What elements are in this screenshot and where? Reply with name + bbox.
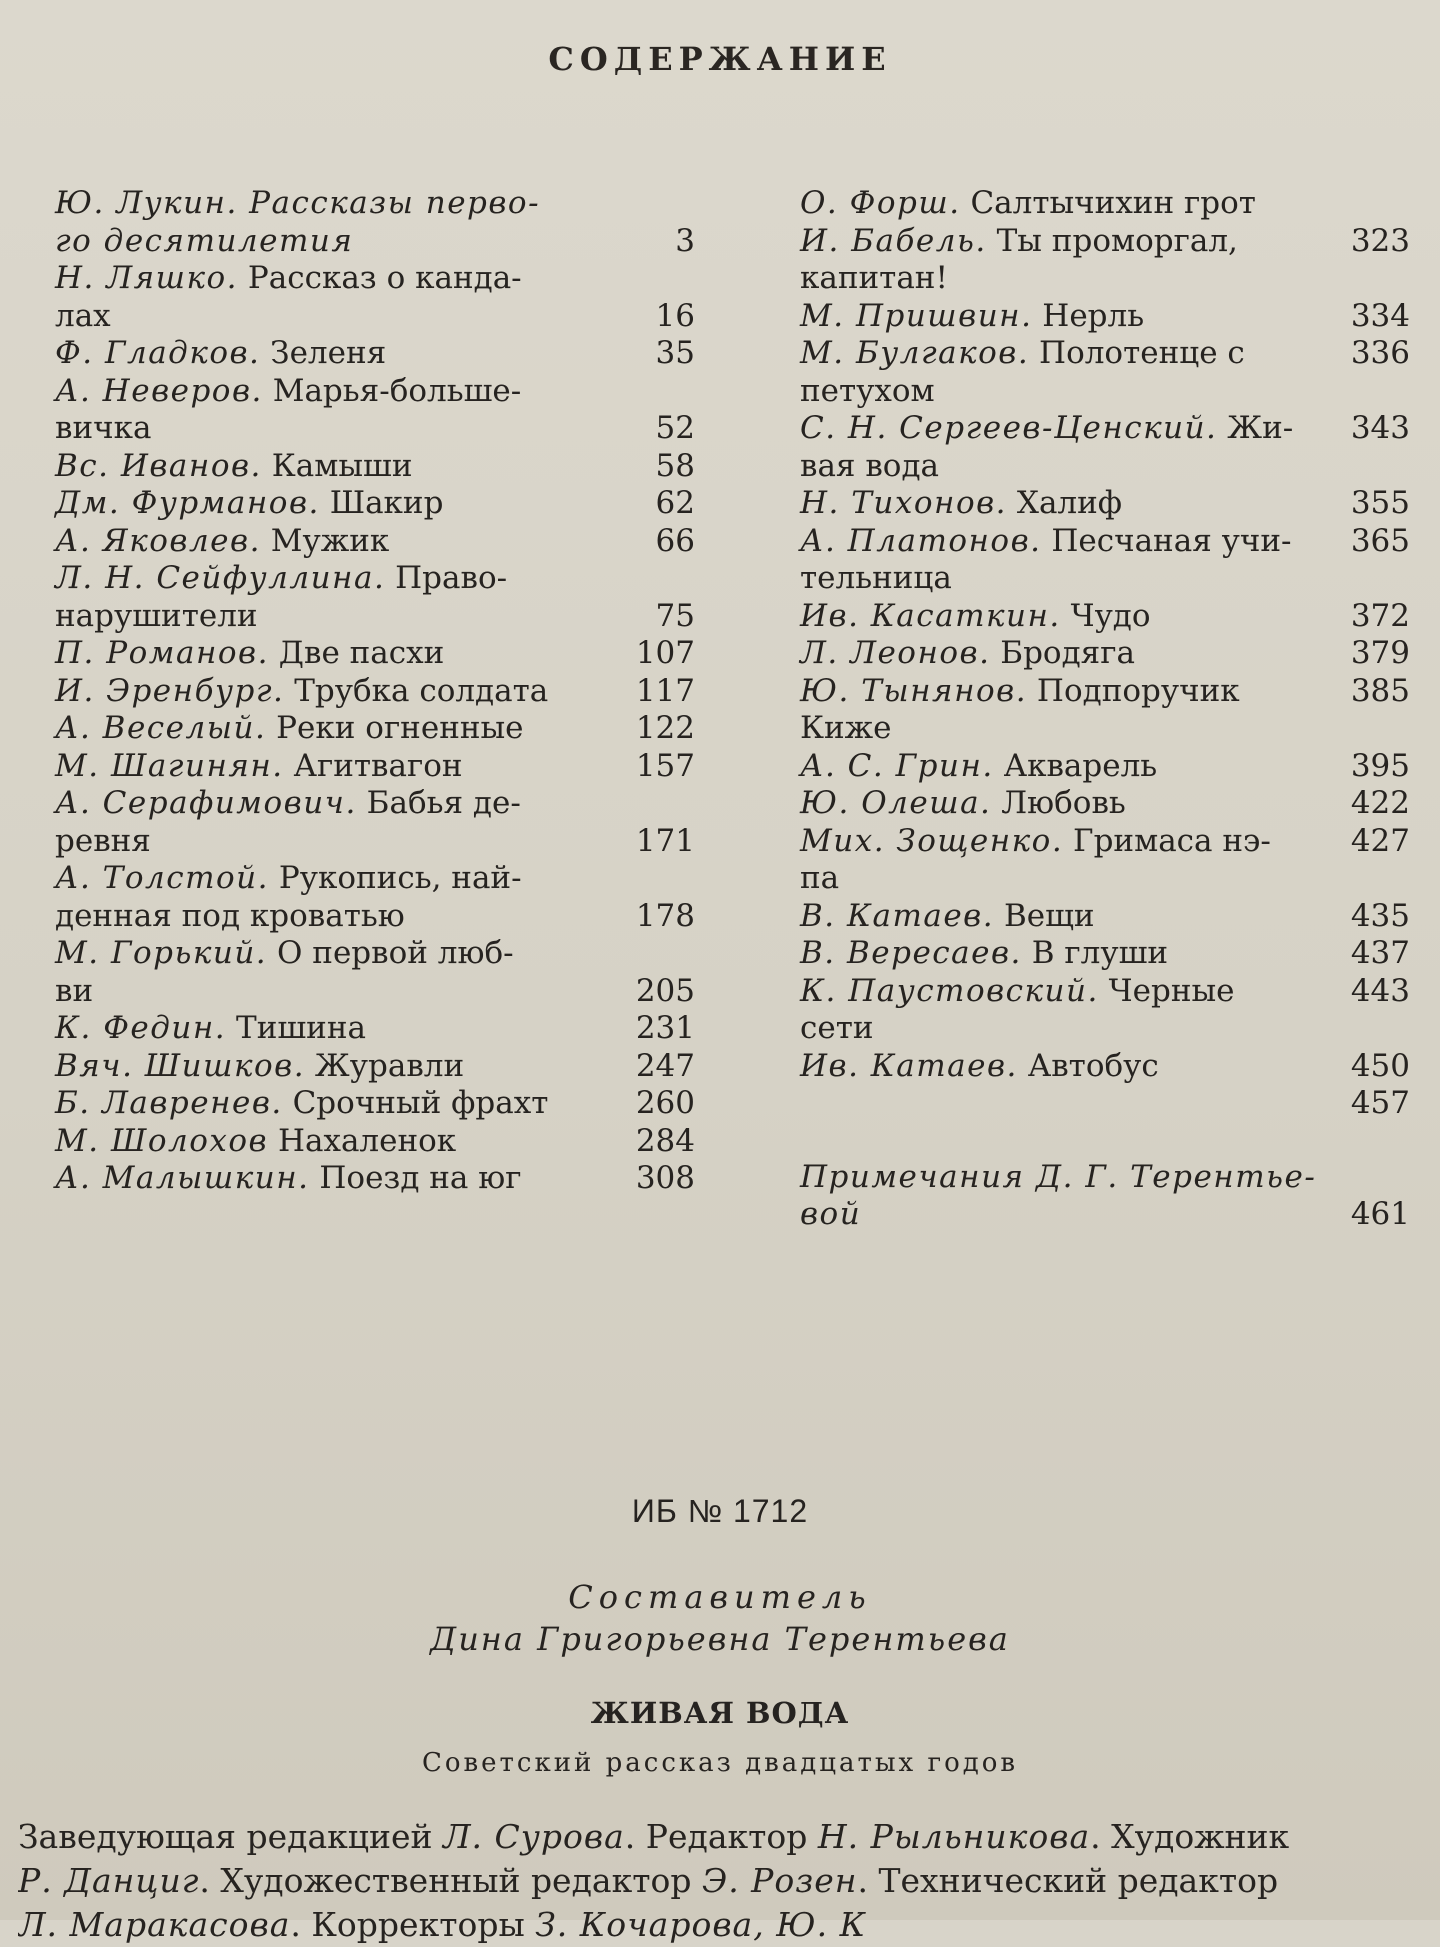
toc-title: го десятилетия [55, 222, 354, 259]
credit-role: . Редактор [624, 1817, 818, 1856]
toc-entry [55, 673, 695, 711]
toc-title: ревня [55, 822, 151, 859]
toc-title: Срочный фрахт [282, 1085, 549, 1121]
book-subtitle: Советский рассказ двадцатых годов [421, 1748, 1019, 1778]
toc-entry-text [800, 935, 1320, 973]
toc-title: Трубка солдата [284, 672, 549, 709]
toc-title: О первой люб- [267, 935, 514, 971]
toc-page-number: 435 [1350, 897, 1410, 934]
toc-entry [800, 935, 1410, 973]
toc-entry [55, 335, 695, 373]
toc-entry-text [55, 748, 585, 786]
toc-author: А. Платонов. [800, 522, 1042, 559]
credit-role: . Корректоры [290, 1905, 536, 1944]
toc-title: Журавли [305, 1047, 465, 1084]
toc-left-column [55, 185, 695, 1198]
toc-title: петухом [800, 372, 935, 409]
credit-role: . Художник [1090, 1817, 1290, 1856]
toc-author: Ив. Касаткин. [800, 597, 1061, 634]
toc-page-number: 157 [635, 747, 695, 784]
credits-line [18, 1903, 1438, 1947]
toc-entry [800, 1048, 1410, 1086]
toc-entry-text [55, 1123, 585, 1161]
toc-entry [55, 223, 695, 261]
toc-entry [800, 410, 1410, 448]
toc-title: капитан! [800, 260, 948, 296]
toc-page-number: 231 [635, 1010, 695, 1046]
toc-author: В. Катаев. [800, 897, 995, 934]
toc-author: И. Бабель. [800, 222, 987, 259]
toc-title: Рассказы перво- [237, 185, 541, 221]
toc-title: Любовь [991, 785, 1126, 821]
toc-author: А. Толстой. [55, 860, 270, 896]
toc-entry [800, 523, 1410, 561]
toc-author: М. Шагинян. [55, 747, 284, 784]
toc-page-number: 284 [635, 1122, 695, 1159]
toc-entry [800, 335, 1410, 373]
toc-author: А. Неверов. [55, 372, 263, 409]
toc-title: Ты проморгал, [986, 222, 1238, 259]
toc-entry-text [800, 635, 1320, 673]
toc-entry-text [800, 1048, 1320, 1086]
toc-entry-text [800, 298, 1320, 336]
toc-entry-text [55, 298, 585, 336]
toc-entry-text [800, 523, 1320, 561]
toc-entry-text [55, 860, 585, 898]
toc-title: Рукопись, най- [269, 860, 522, 896]
toc-entry [800, 260, 1410, 298]
toc-page-number: 52 [655, 410, 695, 446]
toc-entry [800, 635, 1410, 673]
toc-entry-text [55, 635, 585, 673]
toc-entry-text [800, 410, 1320, 448]
toc-entry [800, 860, 1410, 898]
toc-author: Ив. Катаев. [800, 1047, 1018, 1084]
toc-entry [800, 298, 1410, 336]
toc-entry-text [800, 673, 1320, 711]
toc-title: вой [800, 1196, 862, 1232]
toc-entry-text [55, 260, 585, 298]
toc-title: Нерль [1032, 297, 1145, 334]
toc-title: Рассказ о канда- [238, 260, 522, 296]
toc-entry [800, 223, 1410, 261]
toc-title: вичка [55, 410, 152, 446]
toc-author: М. Шолохов [55, 1122, 269, 1159]
toc-entry [55, 935, 695, 973]
toc-page-number: 343 [1350, 410, 1410, 446]
toc-page-number: 107 [635, 635, 695, 671]
toc-entry [55, 1048, 695, 1086]
toc-entry [55, 898, 695, 936]
toc-author: Ю. Олеша. [800, 785, 992, 821]
toc-page-number: 379 [1350, 635, 1410, 671]
toc-author: Б. Лавренев. [55, 1085, 283, 1121]
credit-role: . Технический редактор [857, 1861, 1279, 1900]
toc-entry-text [55, 935, 585, 973]
credit-person: Н. Рыльникова [817, 1817, 1091, 1856]
toc-entry-text [55, 710, 585, 748]
credit-role: . Художественный редактор [199, 1861, 702, 1900]
toc-author: А. Малышкин. [55, 1160, 310, 1196]
toc-title: Гримаса нэ- [1063, 822, 1271, 859]
toc-title: Салтычихин грот [960, 185, 1256, 221]
toc-entry-text [55, 335, 585, 373]
toc-page-number: 35 [655, 335, 695, 371]
toc-page-number: 334 [1350, 297, 1410, 334]
toc-author: Вс. Иванов. [55, 447, 262, 484]
toc-entry-text [800, 710, 1320, 748]
toc-entry [55, 748, 695, 786]
toc-page-number: 3 [675, 222, 695, 259]
toc-title: В глуши [1021, 935, 1169, 971]
toc-author: Вяч. Шишков. [55, 1047, 306, 1084]
toc-page-number: 385 [1350, 672, 1410, 709]
toc-entry [800, 598, 1410, 636]
toc-entry [55, 1123, 695, 1161]
toc-title: Бабья де- [356, 785, 521, 821]
toc-entry [800, 373, 1410, 411]
toc-author: Примечания [800, 1158, 1025, 1195]
toc-entry-text [800, 485, 1320, 523]
toc-entry [55, 823, 695, 861]
toc-entry [800, 898, 1410, 936]
toc-author: К. Паустовский. [800, 972, 1099, 1009]
toc-page-number: 205 [635, 972, 695, 1009]
toc-entry [55, 523, 695, 561]
toc-entry-text [800, 1010, 1320, 1048]
toc-title: па [800, 860, 840, 896]
toc-author: Дм. Фурманов. [55, 485, 320, 521]
toc-entry-text [55, 185, 585, 223]
toc-entry-text [55, 1085, 585, 1123]
toc-page-number: 427 [1350, 822, 1410, 859]
toc-page-number: 247 [635, 1047, 695, 1084]
toc-entry [800, 710, 1410, 748]
toc-entry [800, 185, 1410, 223]
toc-entry [55, 185, 695, 223]
credit-person: З. Кочарова, Ю. К [535, 1905, 867, 1944]
toc-author: М. Горький. [55, 935, 268, 971]
toc-entry-text [800, 898, 1320, 936]
toc-page-number: 122 [635, 710, 695, 746]
toc-author: А. Веселый. [55, 710, 267, 746]
toc-author: А. Яковлев. [55, 522, 261, 559]
toc-page-number: 336 [1350, 335, 1410, 371]
toc-title: Реки огненные [266, 710, 524, 746]
toc-author: Л. Н. Сейфуллина. [55, 560, 386, 596]
toc-entry [55, 373, 695, 411]
toc-title: Чудо [1060, 597, 1151, 634]
toc-title: Нахаленок [268, 1122, 457, 1159]
toc-title: Черные [1098, 972, 1235, 1009]
toc-page-number: 443 [1350, 972, 1410, 1009]
toc-entry-text [55, 973, 585, 1011]
toc-entry-text [55, 823, 585, 861]
toc-title: Бродяга [990, 635, 1135, 671]
toc-entry-text [800, 973, 1320, 1011]
toc-author: П. Романов. [55, 635, 269, 671]
credits-line [18, 1859, 1438, 1903]
toc-title: Песчаная учи- [1041, 522, 1292, 559]
toc-page-number: 66 [655, 522, 695, 559]
toc-title: Две пасхи [268, 635, 445, 671]
toc-title: Право- [385, 560, 508, 596]
toc-entry-text [55, 523, 585, 561]
toc-title: сети [800, 1010, 874, 1046]
toc-entry-text [55, 598, 585, 636]
toc-gap [800, 1123, 1410, 1159]
toc-entry [55, 860, 695, 898]
toc-entry [800, 1010, 1410, 1048]
toc-entry [800, 1085, 1410, 1123]
toc-page-number: 461 [1350, 1196, 1410, 1232]
toc-entry [55, 560, 695, 598]
toc-page-number: 355 [1350, 485, 1410, 521]
toc-page-number: 62 [655, 485, 695, 521]
toc-entry [55, 635, 695, 673]
toc-page-number: 395 [1350, 747, 1410, 784]
toc-page-number: 422 [1350, 785, 1410, 821]
toc-entry-text [55, 1160, 585, 1198]
book-title: ЖИВАЯ ВОДА [590, 1696, 850, 1730]
toc-entry-text [800, 223, 1320, 261]
credit-role: Заведующая редакцией [18, 1817, 443, 1856]
toc-entry [55, 1160, 695, 1198]
imprint-credits [18, 1815, 1438, 1947]
toc-entry-text [55, 223, 585, 261]
toc-entry [800, 785, 1410, 823]
toc-title: Автобус [1017, 1047, 1159, 1084]
toc-entry-text [800, 1159, 1320, 1197]
toc-page-number: 372 [1350, 597, 1410, 634]
toc-author: Ю. Лукин. [55, 185, 238, 221]
toc-author: И. Эренбург. [55, 672, 285, 709]
toc-entry [55, 1010, 695, 1048]
toc-author: А. Серафимович. [55, 785, 357, 821]
toc-title: Жи- [1217, 410, 1294, 446]
toc-title: ви [55, 972, 94, 1009]
toc-author: В. Вересаев. [800, 935, 1022, 971]
toc-entry-text [55, 673, 585, 711]
toc-title: Поезд на юг [309, 1160, 522, 1196]
toc-entry-text [55, 560, 585, 598]
toc-entry [800, 748, 1410, 786]
toc-entry-text [800, 335, 1320, 373]
toc-entry [55, 485, 695, 523]
toc-author: Л. Леонов. [800, 635, 991, 671]
toc-entry-text [800, 748, 1320, 786]
toc-entry [55, 785, 695, 823]
toc-entry [800, 823, 1410, 861]
toc-page-number: 58 [655, 447, 695, 484]
toc-page-number: 16 [655, 297, 695, 334]
toc-title: тельница [800, 560, 952, 596]
toc-entry-text [800, 823, 1320, 861]
credit-person: Э. Розен [701, 1861, 858, 1900]
toc-entry-text [55, 898, 585, 936]
toc-title: Халиф [1007, 485, 1123, 521]
toc-title: Зеленя [260, 335, 387, 371]
toc-author: Мих. Зощенко. [800, 822, 1064, 859]
credit-person: Л. Сурова [442, 1817, 625, 1856]
toc-title: Полотенце с [1029, 335, 1245, 371]
toc-entry [800, 973, 1410, 1011]
toc-entry [55, 260, 695, 298]
toc-page-number: 178 [635, 897, 695, 934]
toc-entry-text [55, 1010, 585, 1048]
toc-author: О. Форш. [800, 185, 961, 221]
toc-title: Д. Г. Терентье- [1024, 1158, 1317, 1195]
toc-entry-text [55, 448, 585, 486]
toc-page-number: 308 [635, 1160, 695, 1196]
toc-right-column [800, 185, 1410, 1234]
toc-title: вая вода [800, 447, 940, 484]
toc-entry-text [55, 410, 585, 448]
toc-author: А. С. Грин. [800, 747, 994, 784]
toc-entry [800, 485, 1410, 523]
toc-title: Мужик [260, 522, 390, 559]
toc-entry-text [55, 485, 585, 523]
toc-title: Камыши [261, 447, 413, 484]
toc-author: Ф. Гладков. [55, 335, 261, 371]
toc-page-number: 260 [635, 1085, 695, 1121]
toc-entry-text [55, 373, 585, 411]
toc-page-number: 457 [1350, 1085, 1410, 1121]
toc-title: Подпоручик [1027, 672, 1240, 709]
toc-entry-text [800, 373, 1320, 411]
toc-entry [55, 448, 695, 486]
toc-entry [800, 560, 1410, 598]
toc-title: лах [55, 297, 111, 334]
toc-entry-text [800, 448, 1320, 486]
toc-entry-text [800, 560, 1320, 598]
toc-entry [55, 598, 695, 636]
toc-page-number: 323 [1350, 222, 1410, 259]
toc-entry [800, 448, 1410, 486]
toc-title: Марья-больше- [262, 372, 522, 409]
ib-number: ИБ № 1712 [631, 1493, 809, 1529]
toc-entry [800, 1196, 1410, 1234]
compiler-name: Дина Григорьевна Терентьева [430, 1620, 1010, 1658]
toc-page-number: 365 [1350, 522, 1410, 559]
toc-title: Агитвагон [283, 747, 463, 784]
toc-entry-text [800, 185, 1320, 223]
toc-author: М. Булгаков. [800, 335, 1030, 371]
toc-title: Шакир [319, 485, 444, 521]
toc-entry-text [55, 785, 585, 823]
toc-entry-text [800, 785, 1320, 823]
toc-entry-text [800, 1196, 1320, 1234]
toc-title: Тишина [226, 1010, 366, 1046]
toc-entry-text [800, 598, 1320, 636]
toc-page-number: 75 [655, 597, 695, 634]
toc-title: денная под кроватью [55, 897, 405, 934]
toc-title: Вещи [994, 897, 1095, 934]
toc-entry [55, 973, 695, 1011]
toc-entry [55, 298, 695, 336]
credits-line [18, 1815, 1438, 1859]
toc-entry-text [800, 260, 1320, 298]
toc-author: Ю. Тынянов. [800, 672, 1028, 709]
toc-author: Н. Тихонов. [800, 485, 1008, 521]
toc-entry [55, 1085, 695, 1123]
credit-person: Л. Маракасова [18, 1905, 291, 1944]
toc-author: М. Пришвин. [800, 297, 1033, 334]
compiler-label: Составитель [568, 1578, 872, 1616]
toc-entry [800, 1159, 1410, 1197]
toc-entry [800, 673, 1410, 711]
toc-author: К. Федин. [55, 1010, 227, 1046]
contents-heading: СОДЕРЖАНИЕ [548, 40, 892, 78]
toc-entry [55, 710, 695, 748]
toc-entry-text [55, 1048, 585, 1086]
toc-author: С. Н. Сергеев-Ценский. [800, 410, 1218, 446]
toc-title: нарушители [55, 597, 258, 634]
toc-author: Н. Ляшко. [55, 260, 239, 296]
toc-page-number: 437 [1350, 935, 1410, 971]
toc-entry-text [800, 860, 1320, 898]
toc-page-number: 117 [635, 672, 695, 709]
toc-page-number: 171 [635, 822, 695, 859]
toc-title: Акварель [993, 747, 1158, 784]
toc-page-number: 450 [1350, 1047, 1410, 1084]
toc-title: Киже [800, 710, 892, 746]
credit-person: Р. Данциг [18, 1861, 200, 1900]
toc-entry [55, 410, 695, 448]
